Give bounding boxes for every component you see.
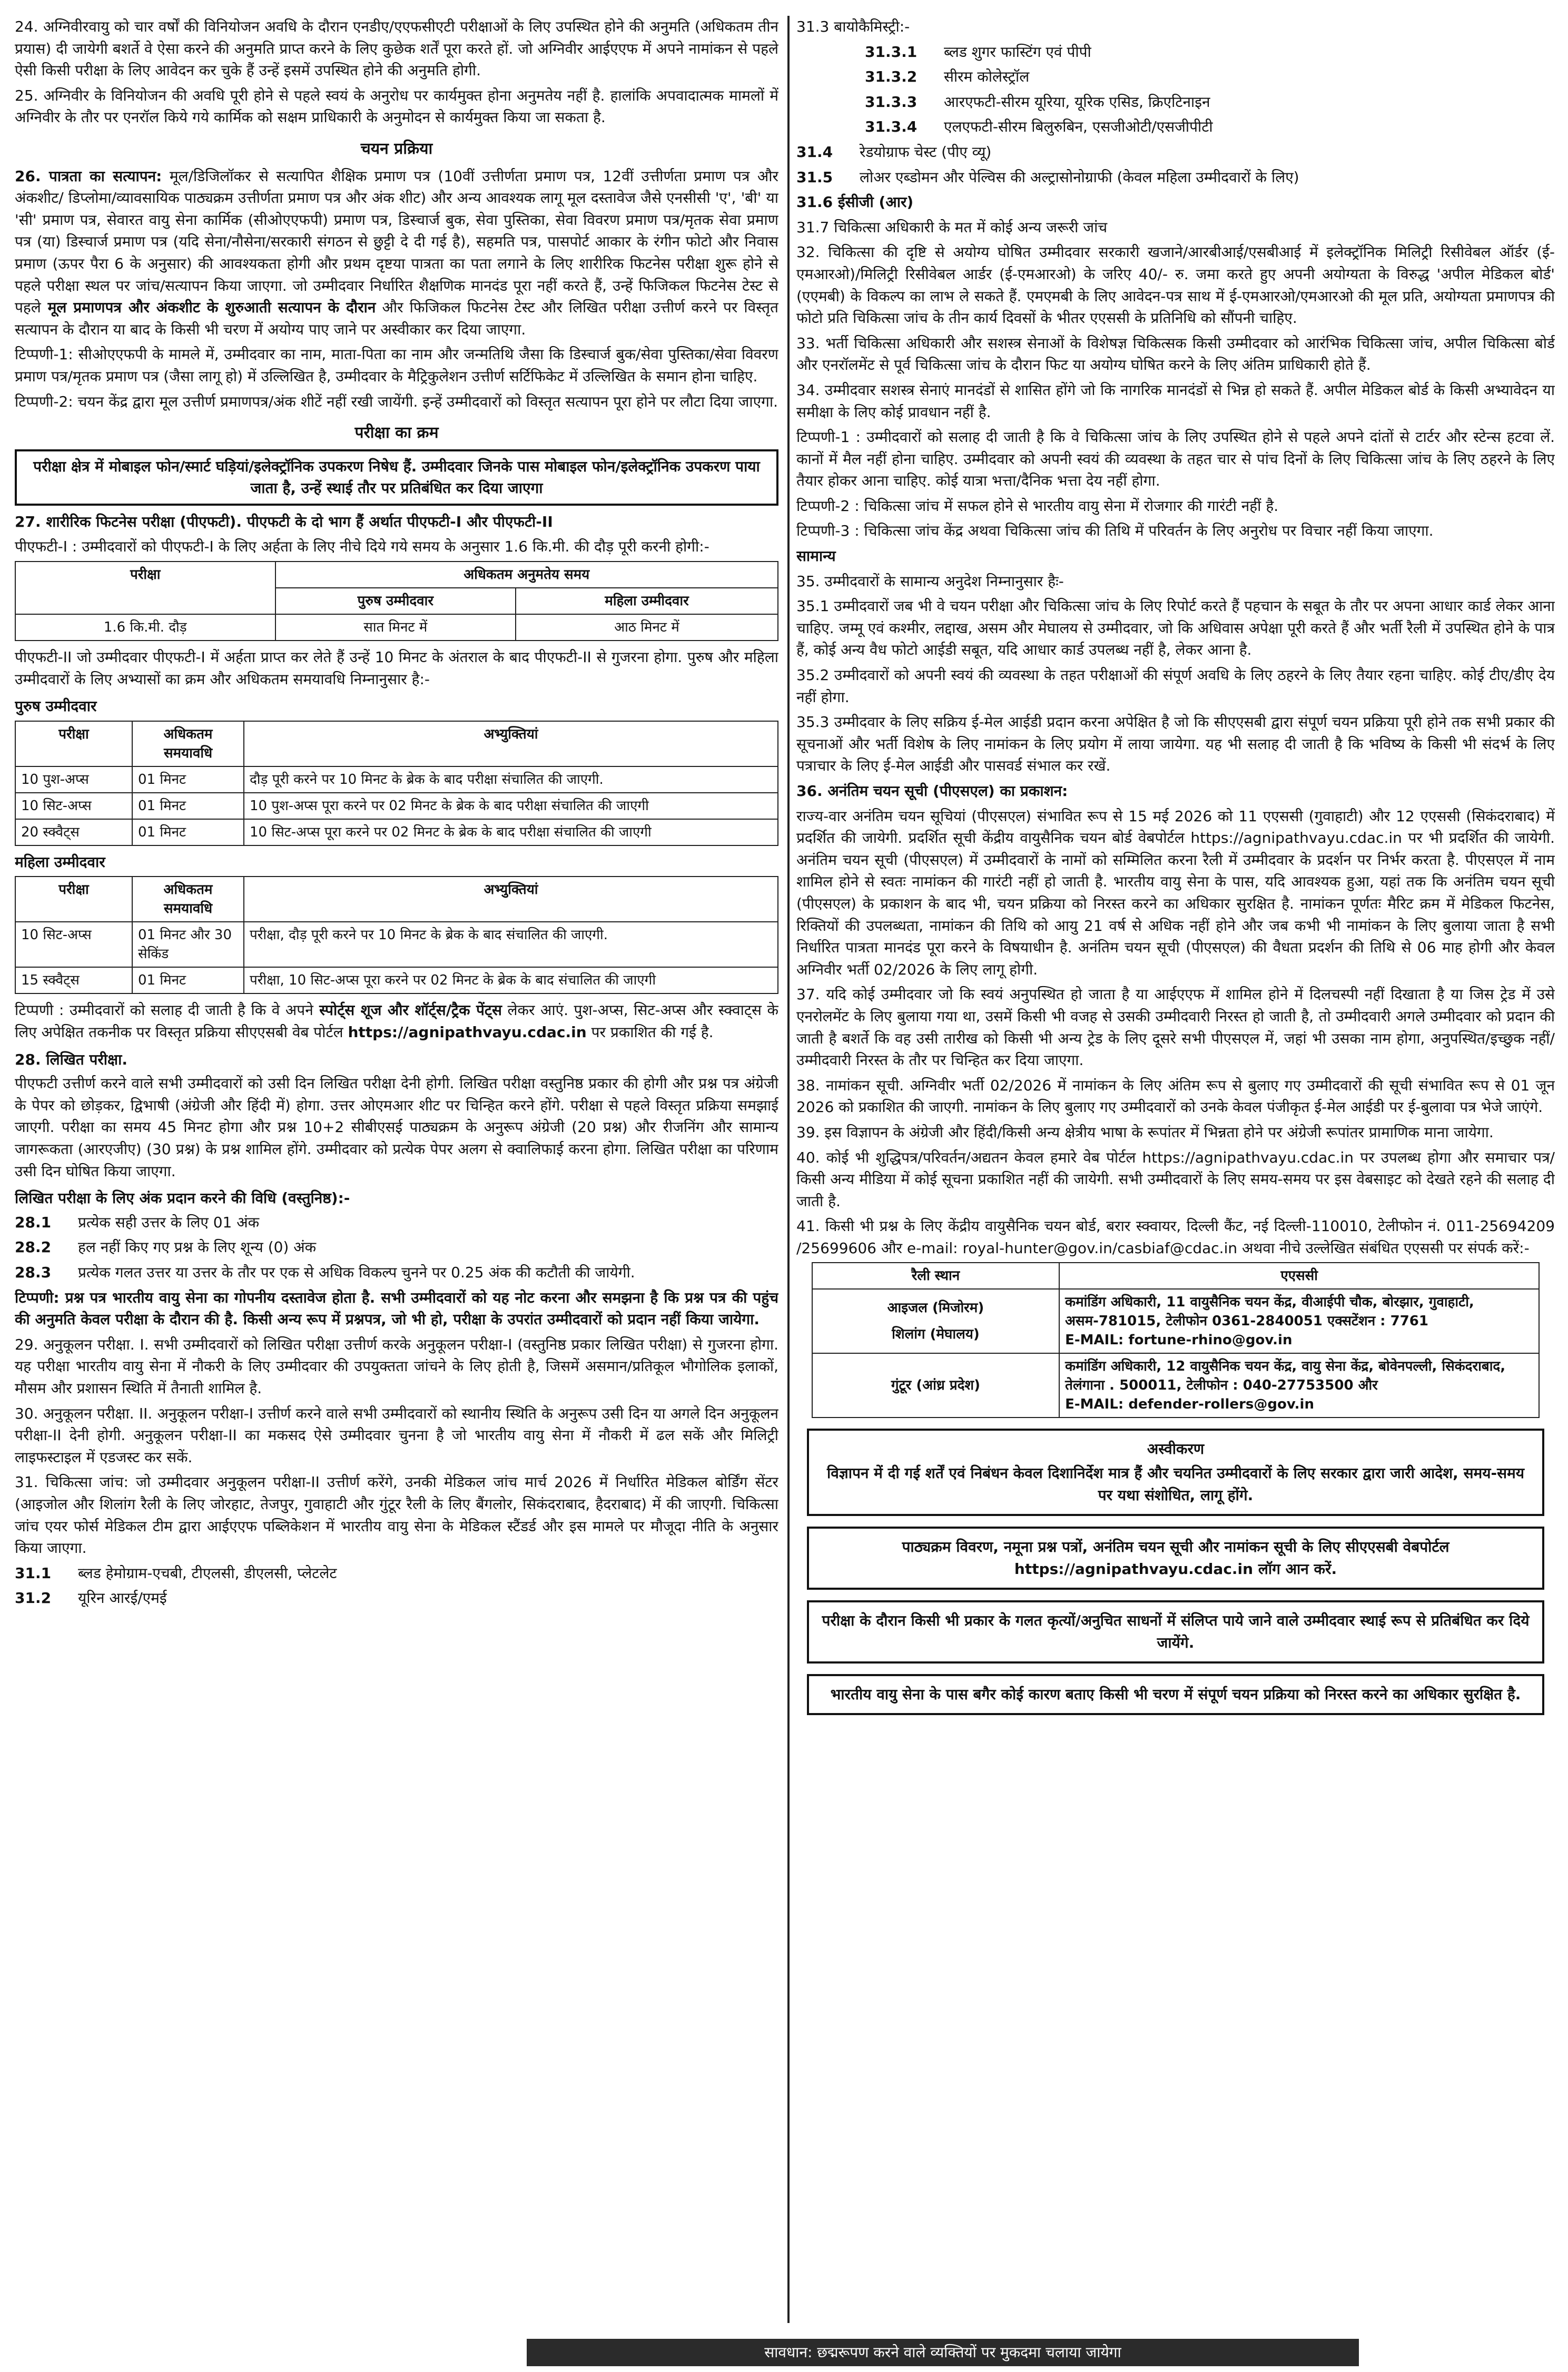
marking-text: प्रत्येक गलत उत्तर या उत्तर के तौर पर एक से अधिक विकल्प चुनने पर 0.25 अंक की कटौती की जायेगी. xyxy=(78,1263,635,1281)
rally-place-aizawl: आइजल (मिजोरम) xyxy=(887,1300,984,1316)
note-shoes-b: स्पोर्ट्स शूज और शॉर्ट्स/ट्रैक पेंट्स xyxy=(313,1001,502,1019)
caution-footer: सावधान: छद्मरूपण करने वाले व्यक्तियों पर मुकदमा चलाया जायेगा xyxy=(527,2339,1359,2366)
marking-text: प्रत्येक सही उत्तर के लिए 01 अंक xyxy=(78,1213,260,1231)
table-row xyxy=(15,766,778,793)
marking-item xyxy=(15,1236,778,1258)
bio-item xyxy=(796,66,1555,88)
syllabus-box: पाठ्यक्रम विवरण, नमूना प्रश्न पत्रों, अनंतिम चयन सूची और नामांकन सूची के लिए सीएएसबी वेबपोर्टल https://agnipathvayu.cdac.in लॉग आन करें. xyxy=(807,1527,1544,1590)
para-36: राज्य-वार अनंतिम चयन सूचियां (पीएसएल) संभावित रूप से 15 मई 2026 को 11 एएससी (गुवाहाटी) और 12 एएससी (सिकंदराबाद) में प्रदर्शित की जायेगी. प्रदर्शित सूची केंद्रीय वायुसैनिक चयन बोर्ड वेबपोर्टल https://agnipathvayu.cdac.in पर भी प्रदर्शित की जायेगी. अनंतिम चयन सूची (पीएसएल) में उम्मीदवारों के नामों को सम्मिलित करना रैली में उम्मीदवार के प्रदर्शन पर निर्भर करता है. पीएसएल में नाम शामिल होने से स्वतः नामांकन की गारंटी नहीं हो जाती है. भारतीय वायु सेना के पास, यदि आवश्यक हुआ, यहां तक कि अनंतिम चयन सूची (पीएसएल) के प्रकाशन के बाद भी, चयन प्रक्रिया को निरस्त करने का अधिकार सुरक्षित है. नामांकन पूर्णतः मैरिट क्रम में मेडिकल फिटनेस, रिक्तियों की उपलब्धता, नामांकन की तिथि को आयु 21 वर्ष से अधिक नहीं होने और जब कभी भी नामांकन के लिए बुलाया जाता है सभी निर्धारित पात्रता मानदंड पूरा करने के विषयाधीन है. अनंतिम चयन सूची (पीएसएल) की वैधता प्रदर्शन की तिथि से 06 माह होगी और केवल अग्निवीर भर्ती 02/2026 के लिए लागू होगी. xyxy=(796,807,1555,978)
bio-text: आरएफटी-सीरम यूरिया, यूरिक एसिड, क्रिएटिनाइन xyxy=(944,93,1210,111)
male-table-h2: अधिकतम समयावधि xyxy=(132,721,244,766)
pft-1: पीएफटी-I : उम्मीदवारों को पीएफटी-I के लिए अर्हता के लिए नीचे दिये गये समय के अनुसार 1.6 कि.मी. की दौड़ पूरी करनी होगी:- xyxy=(15,538,709,556)
casb-portal-link[interactable]: https://agnipathvayu.cdac.in xyxy=(348,1023,587,1041)
table-cell: 10 सिट-अप्स पूरा करने पर 02 मिनट के ब्रेक के बाद परीक्षा संचालित की जाएगी xyxy=(244,819,778,845)
bio-item xyxy=(796,91,1555,113)
bio-num: 31.3.1 xyxy=(865,43,918,61)
table-cell: 01 मिनट xyxy=(132,819,244,845)
table-cell: 10 पुश-अप्स xyxy=(15,766,132,793)
reserve-right-box: भारतीय वायु सेना के पास बगैर कोई कारण बताए किसी भी चरण में संपूर्ण चयन प्रक्रिया को निरस्त करने का अधिकार सुरक्षित है. xyxy=(807,1674,1544,1715)
general-heading: सामान्य xyxy=(796,547,836,565)
para-41: 41. किसी भी प्रश्न के लिए केंद्रीय वायुसैनिक चयन बोर्ड, बरार स्क्वायर, दिल्ली कैंट, नई दिल्ली-110010, टेलीफोन नं. 011-25694209 /25699606 और e-mail: royal-hunter@gov.in/casbiaf@cdac.in अथवा नीचे उल्लेखित संबंधित एएससी पर संपर्क करें:- xyxy=(796,1217,1555,1257)
bio-item xyxy=(796,41,1555,63)
right-column xyxy=(796,16,1555,2334)
asc-table-h1: रैली स्थान xyxy=(812,1263,1059,1289)
para-35-3: 35.3 उम्मीदवार के लिए सक्रिय ई-मेल आईडी प्रदान करना अपेक्षित है जो कि सीएएसबी द्वारा संपूर्ण चयन प्रक्रिया पूरी होने तक सभी प्रकार की सूचनाओं और भर्ती विशेष के लिए नामांकन के लिए प्रयोग में लाया जायेगा. यह भी सलाह दी जाती है कि भविष्य के किसी भी संदर्भ के लिए पत्राचार के लिए ई-मेल आईडी और पासवर्ड संभाल कर रखें. xyxy=(796,713,1555,775)
para-34: 34. उम्मीदवार सशस्त्र सेनाएं मानदंडों से शासित होंगे जो कि नागरिक मानदंडों से भिन्न हो सकते हैं. अपील मेडिकल बोर्ड के किसी अभ्यावेदन या समीक्षा के लिए कोई प्रावधान नहीं है. xyxy=(796,381,1555,421)
disclaimer-box xyxy=(807,1429,1544,1516)
bio-num: 31.3.2 xyxy=(865,68,918,86)
note-2: टिप्पणी-2: चयन केंद्र द्वारा मूल उत्तीर्ण प्रमाणपत्र/अंक शीटें नहीं रखी जायेंगी. इन्हें उम्मीदवारों को विस्तृत सत्यापन पूरा होने पर लौटा दिया जाएगा. xyxy=(15,392,778,410)
table-cell: परीक्षा, दौड़ पूरी करने पर 10 मिनट के ब्रेक के बाद संचालित की जाएगी. xyxy=(244,922,778,967)
table-cell: 01 मिनट xyxy=(132,967,244,993)
para-25: 25. अग्निवीर के विनियोजन की अवधि पूरी होने से पहले स्वयं के अनुरोध पर कार्यमुक्त होना अनुमतेय नहीं है. हालांकि अपवादात्मक मामलों में अग्निवीर के तौर पर एनरॉल किये गये कार्मिक को सक्षम प्राधिकारी के अनुमोदन से कार्यमुक्त किया जा सकता है. xyxy=(15,86,778,126)
medical-text: लोअर एब्डोमन और पेल्विस की अल्ट्रासोनोग्राफी (केवल महिला उम्मीदवारों के लिए) xyxy=(860,168,1299,186)
para-31-3: 31.3 बायोकैमिस्ट्री:- xyxy=(796,18,910,35)
marking-heading: लिखित परीक्षा के लिए अंक प्रदान करने की विधि (वस्तुनिष्ठ):- xyxy=(15,1189,350,1207)
left-column xyxy=(15,16,778,2334)
female-table-h2: अधिकतम समयावधि xyxy=(132,877,244,922)
marking-item xyxy=(15,1262,778,1284)
note-shoes-d: पर प्रकाशित की गई है. xyxy=(586,1023,714,1041)
male-table-h1: परीक्षा xyxy=(15,721,132,766)
run-table-female: आठ मिनट में xyxy=(516,614,778,641)
pft-2: पीएफटी-II जो उम्मीदवार पीएफटी-I में अर्हता प्राप्त कर लेते हैं उन्हें 10 मिनट के अंतराल के बाद पीएफटी-II से गुजरना होगा. पुरुष और महिला उम्मीदवारों के लिए अभ्यासों का क्रम और अधिकतम समयावधि निम्नानुसार है:- xyxy=(15,648,778,688)
table-cell: 10 सिट-अप्स xyxy=(15,922,132,967)
medical-num: 31.2 xyxy=(15,1589,52,1607)
run-table-header-max: अधिकतम अनुमतेय समय xyxy=(275,562,778,588)
medical-text: ब्लड हेमोग्राम-एचबी, टीएलसी, डीएलसी, प्लेटलेट xyxy=(78,1564,337,1582)
bio-text: ब्लड शुगर फास्टिंग एवं पीपी xyxy=(944,43,1091,61)
table-cell: 15 स्क्वैट्स xyxy=(15,967,132,993)
note-shoes-c: लेकर आएं. पुश-अप्स, सिट-अप्स और स्क्वाट्स के लिए अपेक्षित तकनीक पर विस्तृत प्रक्रिया सीएएसबी वेब पोर्टल xyxy=(15,1001,778,1041)
table-cell: 01 मिनट और 30 सेकिंड xyxy=(132,922,244,967)
table-row xyxy=(812,1353,1539,1418)
selection-heading: चयन प्रक्रिया xyxy=(360,139,433,158)
asc-address: कमांडिंग अधिकारी, 12 वायुसैनिक चयन केंद्र, वायु सेना केंद्र, बोवेनपल्ली, सिकंदराबाद, तेलंगाना . 500011, टेलीफोन : 040-27753500 और xyxy=(1065,1359,1506,1394)
para-27: 27. शारीरिक फिटनेस परीक्षा (पीएफटी). पीएफटी के दो भाग हैं अर्थात पीएफटी-I और पीएफटी-II xyxy=(15,513,553,530)
female-heading: महिला उम्मीदवार xyxy=(15,853,105,871)
para-35-1: 35.1 उम्मीदवारों जब भी वे चयन परीक्षा और चिकित्सा जांच के लिए रिपोर्ट करते हैं पहचान के सबूत के तौर पर अपना आधार कार्ड लेकर आना चाहिए. जम्मू एवं कश्मीर, लद्दाख, असम और मेघालय से उम्मीदवार, जो कि अधिवास अपेक्षा पूरी करते हैं और भर्ती रैली में उपस्थित होने के पात्र हैं, कोई अन्य वैध फोटो आईडी सबूत, यदि आधार कार्ड उपलब्ध नहीं है, लेकर आना है. xyxy=(796,597,1555,659)
note-1: टिप्पणी-1: सीओएएफपी के मामले में, उम्मीदवार का नाम, माता-पिता का नाम और जन्मतिथि जैसा कि डिस्चार्ज बुक/सेवा पुस्तिका/सेवा विवरण प्रमाण पत्र/मृतक प्रमाण पत्र (जैसा लागू हो) में उल्लिखित है, उम्मीदवार के मैट्रिकुलेशन उत्तीर्ण सर्टिफिकेट में उल्लिखित के समान होना चाहिए. xyxy=(15,346,778,385)
table-cell: 20 स्क्वैट्स xyxy=(15,819,132,845)
column-divider xyxy=(787,16,790,2323)
para-36-heading: 36. अनंतिम चयन सूची (पीएसएल) का प्रकाशन: xyxy=(796,782,1068,800)
male-heading: पुरुष उम्मीदवार xyxy=(15,697,97,715)
medical-text: रेडयोग्राफ चेस्ट (पीए व्यू) xyxy=(860,143,992,161)
med-note-1: टिप्पणी-1 : उम्मीदवारों को सलाह दी जाती है कि वे चिकित्सा जांच के लिए उपस्थित होने से पहले अपने दांतों से टार्टर और स्टेन्स हटवा लें. कानों में मैल नहीं होना चाहिए. उम्मीदवार को अपनी स्वयं की व्यवस्था के तहत चार से पांच दिनों के लिए चिकित्सा जांच के लिए ठहरने के लिए तैयार होकर आना चाहिए. कोई यात्रा भत्ता/दैनिक भत्ता देय नहीं होगा. xyxy=(796,428,1555,490)
medical-item xyxy=(15,1562,778,1584)
medical-num: 31.4 xyxy=(796,143,833,161)
bio-text: एलएफटी-सीरम बिलुरुबिन, एसजीओटी/एसजीपीटी xyxy=(944,118,1213,136)
para-29: 29. अनुकूलन परीक्षा. I. सभी उम्मीदवारों को लिखित परीक्षा उत्तीर्ण करके अनुकूलन परीक्षा-I (वस्तुनिष्ठ प्रकार लिखित परीक्षा) से गुजरना होगा. यह परीक्षा भारतीय वायु सेना में नौकरी के लिए उम्मीदवार की उपयुक्तता जांचने के लिए होती है, जिसमें असमान/प्रतिकूल भौगोलिक इलाकों, मौसम और प्रशासन स्थिति में तैनाती शामिल है. xyxy=(15,1335,778,1397)
para-26-body: मूल/डिजिलॉकर से सत्यापित शैक्षिक प्रमाण पत्र (10वीं उत्तीर्णता प्रमाण पत्र, 12वीं उत्तीर्णता प्रमाण पत्र और अंकशीट/ डिप्लोमा/व्यावसायिक पाठ्यक्रम उत्तीर्णता प्रमाण पत्र और अंक शीट) और अन्य आवश्यक लागू मूल दस्तावेज जैसे एनसीसी 'ए', 'बी' या 'सी' प्रमाण पत्र, सेवारत वायु सेना कार्मिक (सीओएएफपी) प्रमाण पत्र, डिस्चार्ज बुक, सेवा पुस्तिका, सेवा विवरण प्रमाण पत्र/मृतक सेवा प्रमाण पत्र (या) डिस्चार्ज प्रमाण पत्र (यदि सेना/नौसेना/सरकारी संगठन से छुट्टी दे दी गई है), सहमति पत्र, पासपोर्ट आकार के रंगीन फोटो और निवास प्रमाण (ऊपर पैरा 6 के अनुसार) की आवश्यकता होगी और प्रथम दृष्टया पात्रता का पता लगाने के लिए शारीरिक फिटनेस परीक्षा शुरू होने से पहले परीक्षा स्थल पर जांच/सत्यापन किया जाएगा. जो उम्मीदवार निर्धारित शैक्षणिक मानदंड पूरा नहीं करते हैं, उन्हें फिजिकल फिटनेस टेस्ट से पहले xyxy=(15,167,778,317)
para-26 xyxy=(15,165,778,341)
para-35-2: 35.2 उम्मीदवारों को अपनी स्वयं की व्यवस्था के तहत परीक्षाओं की संपूर्ण अवधि के लिए ठहरने के लिए तैयार रहना चाहिए. कोई टीए/डीए देय नहीं होगा. xyxy=(796,666,1555,706)
medical-text: यूरिन आरई/एमई xyxy=(78,1589,167,1607)
rally-place-shillong: शिलांग (मेघालय) xyxy=(892,1326,980,1343)
run-time-table xyxy=(15,561,778,641)
para-39: 39. इस विज्ञापन के अंग्रेजी और हिंदी/किसी अन्य क्षेत्रीय भाषा के रूपांतर में भिन्नता होने पर अंग्रेजी रूपांतर प्रामाणिक माना जायेगा. xyxy=(796,1123,1494,1141)
rally-place-guntur: गुंटूर (आंध्र प्रदेश) xyxy=(812,1353,1059,1418)
mobile-ban-box: परीक्षा क्षेत्र में मोबाइल फोन/स्मार्ट घड़ियां/इलेक्ट्रॉनिक उपकरण निषेध हैं. उम्मीदवार जिनके पास मोबाइल फोन/इलेक्ट्रॉनिक उपकरण पाया जाता है, उन्हें स्थाई तौर पर प्रतिबंधित कर दिया जाएगा xyxy=(15,449,778,506)
para-37: 37. यदि कोई उम्मीदवार जो कि स्वयं अनुपस्थित हो जाता है या आईएएफ में शामिल होने में दिलचस्पी नहीं दिखाता है या जिस ट्रेड में उसे एनरोलमेंट के लिए बुलाया गया था, उसमें किसी भी वजह से उसकी उम्मीदवारी निरस्त हो जाती है, तो उम्मीदवारी अगले उम्मीदवार को प्रदान की जाती है बशर्ते कि वह उसी तारीख को किसी भी अन्य ट्रेड के लिए दूसरे सभी पीएसएल में, जहां भी उसका नाम होगा, अनुपस्थित/इच्छुक नहीं/उम्मीदवारी निरस्त के तौर पर चिन्हित कर दिया जाएगा. xyxy=(796,986,1555,1069)
para-30: 30. अनुकूलन परीक्षा. II. अनुकूलन परीक्षा-I उत्तीर्ण करने वाले सभी उम्मीदवारों को स्थानीय स्थिति के अनुरूप उसी दिन या अगले दिन अनुकूलन परीक्षा-II देनी होगी. अनुकूलन परीक्षा-II का मकसद ऐसे उम्मीदवार चुनना है जो भारतीय वायु सेना में नौकरी में ढल सकें और मिलिट्री लाइफस्टाइल में एडजस्ट कर सकें. xyxy=(15,1404,778,1466)
table-cell: परीक्षा, 10 सिट-अप्स पूरा करने पर 02 मिनट के ब्रेक के बाद संचालित की जाएगी xyxy=(244,967,778,993)
table-row xyxy=(15,922,778,967)
asc-table-h2: एएससी xyxy=(1059,1263,1539,1289)
para-26-bold: मूल प्रमाणपत्र और अंकशीट के शुरुआती सत्यापन के दौरान xyxy=(41,299,376,317)
run-table-header-female: महिला उम्मीदवार xyxy=(516,588,778,614)
para-35: 35. उम्मीदवारों के सामान्य अनुदेश निम्नानुसार हैः- xyxy=(796,572,1064,590)
para-40: 40. कोई भी शुद्धिपत्र/परिवर्तन/अद्यतन केवल हमारे वेब पोर्टल https://agnipathvayu.cdac.in पर उपलब्ध होगा और समाचार पत्र/किसी अन्य मीडिया में कोई सूचना प्रकाशित नहीं की जायेगी. सभी उम्मीदवारों के लिए समय-समय पर इस वेबसाइट को देखते रहने की सलाह दी जाती है. xyxy=(796,1148,1555,1210)
male-table xyxy=(15,721,778,846)
table-cell: 10 सिट-अप्स xyxy=(15,793,132,819)
bio-text: सीरम कोलेस्ट्रॉल xyxy=(944,68,1030,86)
asc-details xyxy=(1059,1289,1539,1353)
male-table-h3: अभ्युक्तियां xyxy=(244,721,778,766)
run-table-header-exam: परीक्षा xyxy=(15,562,275,614)
asc-address: कमांडिंग अधिकारी, 11 वायुसैनिक चयन केंद्र, वीआईपी चौक, बोरझार, गुवाहाटी, असम-781015, टेलीफोन 0361-2840051 एक्सटेंशन : 7761 xyxy=(1065,1294,1474,1330)
exam-order-heading: परीक्षा का क्रम xyxy=(354,424,439,442)
medical-item xyxy=(796,141,1555,163)
table-cell: 01 मिनट xyxy=(132,793,244,819)
table-cell: 10 पुश-अप्स पूरा करने पर 02 मिनट के ब्रेक के बाद परीक्षा संचालित की जाएगी xyxy=(244,793,778,819)
disclaimer-title: अस्वीकरण xyxy=(1147,1440,1205,1458)
note-confidential: टिप्पणी: प्रश्न पत्र भारतीय वायु सेना का गोपनीय दस्तावेज होता है. सभी उम्मीदवारों को यह नोट करना और समझना है कि प्रश्न पत्र की पहुंच की अनुमति केवल परीक्षा के दौरान की है. किसी अन्य रूप में प्रश्नपत्र, जो भी हो, परीक्षा के उपरांत उम्मीदवारों को प्रदान नहीं किया जायेगा. xyxy=(15,1288,778,1328)
marking-num: 28.1 xyxy=(15,1213,52,1231)
para-31: 31. चिकित्सा जांच: जो उम्मीदवार अनुकूलन परीक्षा-II उत्तीर्ण करेंगे, उनकी मेडिकल जांच मार्च 2026 में निर्धारित मेडिकल बोर्डिंग सेंटर (आइजोल और शिलांग रैली के लिए जोरहाट, तेजपुर, गुवाहाटी और गुंटूर रैली के लिए बैंगलोर, सिकंदराबाद, हैदराबाद) में की जाएगी. चिकित्सा जांच एयर फोर्स मेडिकल टीम द्वारा आईएएफ पब्लिकेशन में भारतीय वायु सेना के मेडिकल स्टैंडर्ड और इस मामले पर मौजूदा नीति के अनुसार किया जाएगा. xyxy=(15,1473,778,1557)
asc-email-link[interactable]: E-MAIL: defender-rollers@gov.in xyxy=(1065,1396,1314,1413)
marking-num: 28.3 xyxy=(15,1263,52,1281)
medical-item xyxy=(15,1587,778,1609)
asc-email-link[interactable]: E-MAIL: fortune-rhino@gov.in xyxy=(1065,1332,1293,1349)
bio-num: 31.3.4 xyxy=(865,118,918,136)
bio-item xyxy=(796,116,1555,138)
med-note-2: टिप्पणी-2 : चिकित्सा जांच में सफल होने से भारतीय वायु सेना में रोजगार की गारंटी नहीं है. xyxy=(796,497,1279,515)
marking-text: हल नहीं किए गए प्रश्न के लिए शून्य (0) अंक xyxy=(78,1238,317,1256)
table-cell: दौड़ पूरी करने पर 10 मिनट के ब्रेक के बाद परीक्षा संचालित की जाएगी. xyxy=(244,766,778,793)
marking-item xyxy=(15,1212,778,1234)
table-cell: 01 मिनट xyxy=(132,766,244,793)
rally-place xyxy=(812,1289,1059,1353)
female-table xyxy=(15,876,778,994)
run-table-male: सात मिनट में xyxy=(275,614,516,641)
para-28: पीएफटी उत्तीर्ण करने वाले सभी उम्मीदवारों को उसी दिन लिखित परीक्षा देनी होगी. लिखित परीक्षा वस्तुनिष्ठ प्रकार की होगी और प्रश्न पत्र अंग्रेजी के पेपर को छोड़कर, द्विभाषी (अंग्रेजी और हिंदी में) होगा. उत्तर ओएमआर शीट पर चिन्हित करने होंगे. परीक्षा से पहले विस्तृत प्रक्रिया समझाई जाएगी. परीक्षा का समय 45 मिनट होगा और प्रश्न 10+2 सीबीएसई पाठ्यक्रम के अनुरूप अंग्रेजी (20 प्रश्न) और रीजनिंग और सामान्य जागरूकता (आरएजीए) (30 प्रश्न) के प्रश्न शामिल होंगे. उम्मीदवार को प्रत्येक पेपर अलग से क्वालिफाई करना होगा. लिखित परीक्षा का परिणाम उसी दिन घोषित किया जाएगा. xyxy=(15,1075,778,1180)
note-shoes xyxy=(15,999,778,1043)
medical-item xyxy=(796,166,1555,189)
table-row xyxy=(15,967,778,993)
para-33: 33. भर्ती चिकित्सा अधिकारी और सशस्त्र सेनाओं के विशेषज्ञ चिकित्सक किसी उम्मीदवार को आरंभिक चिकित्सा जांच, अपील चिकित्सा बोर्ड और एनरॉलमेंट से पूर्व चिकित्सा जांच के दौरान फिट या अयोग्य घोषित करने के लिए अंतिम प्राधिकारी होते हैं. xyxy=(796,334,1555,374)
run-table-header-male: पुरुष उम्मीदवार xyxy=(275,588,516,614)
para-38: 38. नामांकन सूची. अग्निवीर भर्ती 02/2026 में नामांकन के लिए अंतिम रूप से बुलाए गए उम्मीदवारों की सूची संभावित रूप से 01 जून 2026 को प्रकाशित की जाएगी. नामांकन के लिए बुलाए गए उम्मीदवारों को उनके केवल पंजीकृत ई-मेल आईडी पर ई-बुलावा पत्र भेजे जाएंगे. xyxy=(796,1076,1555,1116)
para-26-lead: 26. पात्रता का सत्यापन: xyxy=(15,167,162,185)
asc-contact-table xyxy=(812,1262,1540,1418)
para-32: 32. चिकित्सा की दृष्टि से अयोग्य घोषित उम्मीदवार सरकारी खजाने/आरबीआई/एसबीआई में इलेक्ट्रॉनिक मिलिट्री रिसीवेबल ऑर्डर (ई-एमआरओ)/मिलिट्री रिसीवेबल आर्डर (ई-एमआरओ) के जरिए 40/- रु. जमा करते हुए अपनी अयोग्यता के विरुद्ध 'अपील मेडिकल बोर्ड' (एएमबी) के विकल्प का लाभ ले सकते हैं. एमएमबी के लिए आवेदन-पत्र साथ में ई-एमआरओ/एमआरओ की मूल प्रति, अयोग्यता प्रमाणपत्र की फोटो प्रति चिकित्सा जांच के तीन कार्य दिवसों के भीतर एएससी के प्रतिनिधि को सौंपनी चाहिए. xyxy=(796,243,1555,327)
asc-details xyxy=(1059,1353,1539,1418)
written-exam-heading: 28. लिखित परीक्षा. xyxy=(15,1050,128,1068)
run-table-exam: 1.6 कि.मी. दौड़ xyxy=(15,614,275,641)
disclaimer-text: विज्ञापन में दी गई शर्तें एवं निबंधन केवल दिशानिर्देश मात्र हैं और चयनित उम्मीदवारों के लिए सरकार द्वारा जारी आदेश, समय-समय पर यथा संशोधित, लागू होंगे. xyxy=(826,1464,1525,1504)
table-row xyxy=(812,1289,1539,1353)
table-row xyxy=(15,819,778,845)
para-31-7: 31.7 चिकित्सा अधिकारी के मत में कोई अन्य जरूरी जांच xyxy=(796,218,1108,236)
para-26-end: और फिजिकल फिटनेस टेस्ट और लिखित परीक्षा उत्तीर्ण करने पर विस्तृत सत्यापन के दौरान या बाद के किसी भी चरण में अयोग्य पाए जाने पर अस्वीकार कर दिया जाएगा. xyxy=(15,299,778,338)
debar-box: परीक्षा के दौरान किसी भी प्रकार के गलत कृत्यों/अनुचित साधनों में संलिप्त पाये जाने वाले उम्मीदवार स्थाई रूप से प्रतिबंधित कर दिये जायेंगे. xyxy=(807,1600,1544,1664)
para-24: 24. अग्निवीरवायु को चार वर्षों की विनियोजन अवधि के दौरान एनडीए/एएफसीएटी परीक्षाओं के लिए उपस्थित होने की अनुमति (अधिकतम तीन प्रयास) दी जायेगी बशर्ते वे ऐसा करने की अनुमति प्राप्त करने के लिए कुछेक शर्तें पूरा करते हों. जो अग्निवीर आईएएफ में अपने नामांकन से पहले ऐसी किसी परीक्षा के लिए आवेदन कर चुके हैं उन्हें इसमें उपस्थित होने की अनुमति होगी. xyxy=(15,18,778,80)
table-row xyxy=(15,793,778,819)
para-31-6: 31.6 ईसीजी (आर) xyxy=(796,193,914,211)
medical-num: 31.1 xyxy=(15,1564,52,1582)
female-table-h3: अभ्युक्तियां xyxy=(244,877,778,922)
med-note-3: टिप्पणी-3 : चिकित्सा जांच केंद्र अथवा चिकित्सा जांच की तिथि में परिवर्तन के लिए अनुरोध पर विचार नहीं किया जाएगा. xyxy=(796,522,1434,540)
note-shoes-a: टिप्पणी : उम्मीदवारों को सलाह दी जाती है कि वे अपने xyxy=(15,1001,313,1019)
medical-num: 31.5 xyxy=(796,168,833,186)
female-table-h1: परीक्षा xyxy=(15,877,132,922)
marking-num: 28.2 xyxy=(15,1238,52,1256)
bio-num: 31.3.3 xyxy=(865,93,918,111)
